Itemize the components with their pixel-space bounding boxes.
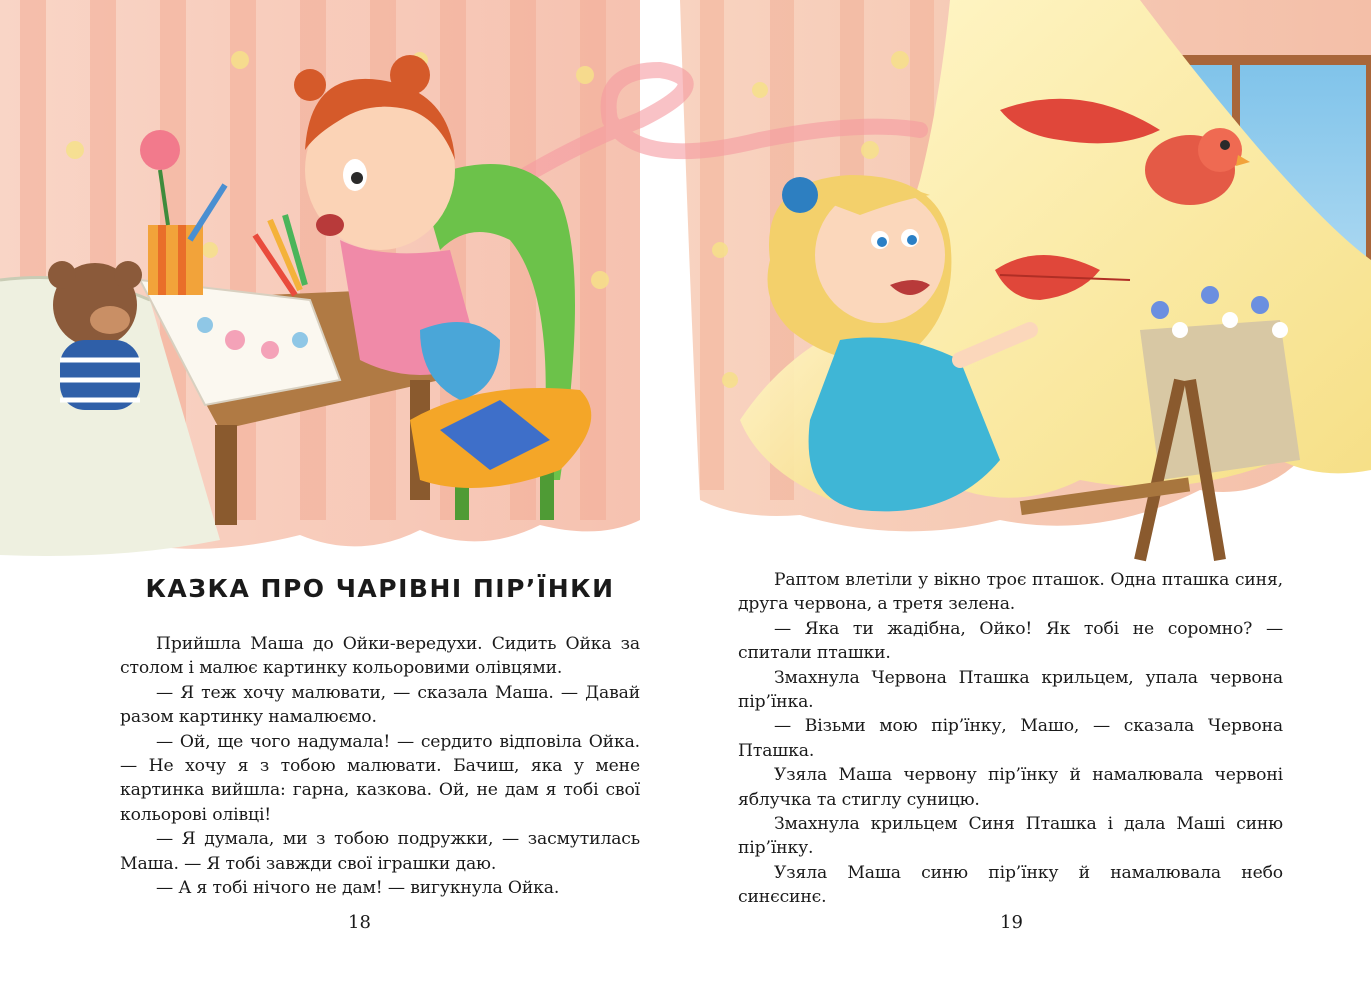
- paragraph: Узяла Маша синю пір’їнку й намалювала небо синєсинє.: [738, 862, 1283, 908]
- page-number-left: 18: [348, 912, 371, 933]
- right-page-text: [738, 568, 1283, 910]
- paragraph: — Я думала, ми з тобою подружки, — засмутилась Маша. — Я тобі завжди свої іграшки даю.: [120, 829, 640, 874]
- paragraph: Узяла Маша червону пір’їнку й намалювала червоні яблучка та стиглу суницю.: [738, 765, 1283, 810]
- story-title: КАЗКА ПРО ЧАРІВНІ ПІР’ЇНКИ: [145, 574, 615, 603]
- paragraph: — Яка ти жадібна, Ойко! Як тобі не соромно? — спитали пташки.: [738, 618, 1283, 664]
- paragraph: Раптом влетіли у вікно троє пташок. Одна пташка синя, друга червона, а третя зелена.: [738, 570, 1283, 615]
- paragraph: — А я тобі нічого не дам! — вигукнула Ойка.: [156, 878, 560, 899]
- paragraph: — Ой, ще чого надумала! — сердито відповіла Ойка. — Не хочу я з тобою малювати. Бачиш, яка у мене картинка вийшла: гарна, казкова. Ой, не дам я тобі свої кольорові олівці!: [120, 731, 640, 825]
- paragraph: Змахнула крильцем Синя Пташка і дала Маші синю пір’їнку.: [738, 814, 1283, 859]
- paragraph: — Візьми мою пір’їнку, Машо, — сказала Червона Пташка.: [738, 716, 1283, 761]
- page-number-right: 19: [1000, 912, 1023, 933]
- paragraph: Змахнула Червона Пташка крильцем, упала червона пір’їнка.: [738, 667, 1283, 713]
- left-page-text: [120, 632, 640, 900]
- paragraph: — Я теж хочу малювати, — сказала Маша. — Давай разом картинку намалюємо.: [120, 682, 640, 728]
- paragraph: Прийшла Маша до Ойки-вередухи. Сидить Ойка за столом і малює картинку кольоровими олівцями.: [120, 634, 640, 679]
